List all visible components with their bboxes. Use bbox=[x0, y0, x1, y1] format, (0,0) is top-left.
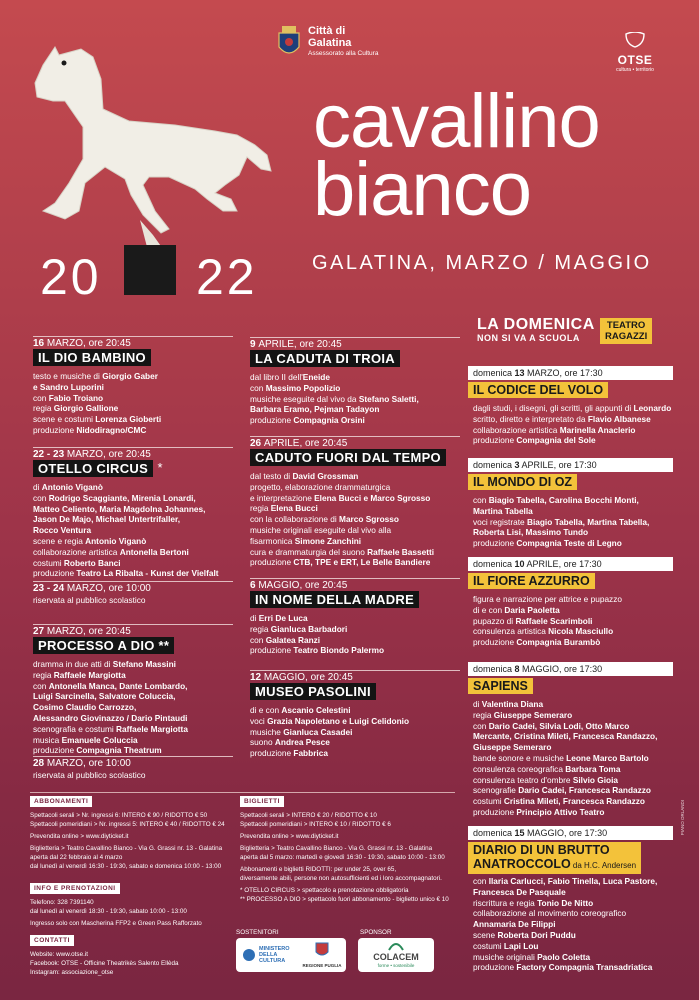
contatti-block bbox=[30, 935, 230, 977]
event-title: IL MONDO DI OZ bbox=[468, 474, 577, 490]
footer-line: aperta dal 22 febbraio al 4 marzo bbox=[30, 854, 123, 861]
event-title: CADUTO FUORI DAL TEMPO bbox=[250, 449, 446, 466]
title-line1: DIARIO DI UN BRUTTO bbox=[473, 843, 610, 857]
badge-line2: RAGAZZI bbox=[605, 331, 648, 342]
footer-line: Spettacoli serali > Nr. ingressi 6: INTERO € 90 / RIDOTTO € 50 bbox=[30, 812, 208, 819]
credit-line: fisarmonica Simone Zanchini bbox=[250, 535, 362, 546]
credit-line: Alessandro Giovinazzo / Dario Pintaudi bbox=[33, 712, 188, 723]
biglietti-block bbox=[240, 796, 460, 904]
credit-line: consulenza coreografica Barbara Toma bbox=[473, 763, 621, 774]
credit-line: costumi Cristina Mileti, Francesca Randazzo bbox=[473, 796, 645, 807]
credit-line: musica Emanuele Coluccia bbox=[33, 734, 138, 745]
footer-line: diversamente abili, persone non autosufficienti ed i loro accompagnatori. bbox=[240, 875, 442, 882]
ministero-emblem-icon bbox=[242, 948, 256, 962]
credit-line: con Fabio Troiano bbox=[33, 392, 104, 403]
credit-line: di Erri De Luca bbox=[250, 613, 308, 623]
event-credits bbox=[473, 594, 673, 648]
event-credits bbox=[33, 482, 238, 579]
credit-line: scene Roberta Dori Puddu bbox=[473, 929, 576, 940]
footer-line: Website: www.otse.it bbox=[30, 951, 88, 958]
credit-line: regia Giorgio Gallione bbox=[33, 403, 119, 414]
otse-name: OTSE bbox=[617, 53, 653, 67]
footer-line: Ingresso solo con Mascherina FFP2 e Green Pass Rafforzato bbox=[30, 920, 202, 927]
footer-line: Biglietteria > Teatro Cavallino Bianco - Via G. Grassi nr. 13 - Galatina bbox=[240, 845, 433, 852]
divider bbox=[33, 756, 233, 757]
credit-line: scenografie Dario Cadei, Francesca Randazzo bbox=[473, 785, 651, 796]
event-brutto-anatroccolo bbox=[468, 826, 673, 973]
credit-line: collaborazione al movimento coreografico bbox=[473, 908, 627, 919]
event-credits bbox=[250, 705, 462, 759]
info-block bbox=[30, 883, 230, 928]
event-caduta-di-troia bbox=[250, 339, 462, 426]
credit-line: musiche Gianluca Casadei bbox=[250, 726, 353, 737]
credit-line: Annamaria De Filippi bbox=[473, 919, 556, 930]
credit-line: testo e musiche di Giorgio Gaber bbox=[33, 371, 158, 381]
credit-line: musiche originali eseguite dal vivo alla bbox=[250, 524, 392, 535]
contatti-heading: CONTATTI bbox=[30, 935, 74, 946]
event-title: IL FIORE AZZURRO bbox=[468, 573, 595, 589]
event-title: MUSEO PASOLINI bbox=[250, 683, 376, 700]
city-name-line2: Galatina bbox=[308, 37, 352, 49]
event-credits bbox=[473, 699, 673, 818]
footer-line: Instagram: associazione_otse bbox=[30, 969, 114, 976]
ministero-name: MINISTERO DELLA CULTURA bbox=[259, 946, 290, 964]
credit-line: produzione CTB, TPE e ERT, Le Belle Bandiere bbox=[250, 557, 431, 568]
event-credits bbox=[33, 371, 238, 436]
credit-line: produzione Compagnia Theatrum bbox=[33, 745, 162, 756]
footer-divider bbox=[30, 792, 455, 793]
credit-line: consulenza teatro d'ombre Silvio Gioia bbox=[473, 774, 619, 785]
credit-line: pupazzo di Raffaele Scarimboli bbox=[473, 615, 593, 626]
city-crest-icon bbox=[276, 25, 302, 59]
credit-line: e Sandro Luporini bbox=[33, 381, 104, 392]
credit-line: musiche eseguite dal vivo da Stefano Saletti, bbox=[250, 393, 419, 404]
event-caduto-fuori-dal-tempo bbox=[250, 438, 462, 568]
credit-line: di e con Ascanio Celestini bbox=[250, 705, 351, 715]
side-credit: PIANO ORLANDI bbox=[680, 800, 685, 836]
pedestal bbox=[124, 245, 176, 295]
teatro-ragazzi-badge bbox=[600, 318, 652, 344]
event-title: IL CODICE DEL VOLO bbox=[468, 382, 608, 398]
sostenitori-logos bbox=[236, 938, 346, 972]
event-credits bbox=[250, 471, 462, 568]
credit-line: produzione Fabbrica bbox=[250, 748, 328, 759]
regione-name: REGIONE PUGLIA bbox=[302, 963, 342, 968]
event-note: riservata al pubblico scolastico bbox=[33, 770, 146, 780]
biglietti-text bbox=[240, 811, 460, 904]
divider bbox=[33, 581, 233, 582]
credit-line: regia Gianluca Barbadori bbox=[250, 623, 348, 634]
sponsor-logo bbox=[358, 938, 434, 972]
title-line1: cavallino bbox=[313, 79, 600, 164]
credit-line: produzione Principio Attivo Teatro bbox=[473, 806, 605, 817]
event-title: IL DIO BAMBINO bbox=[33, 349, 151, 366]
footer-line: Biglietteria > Teatro Cavallino Bianco - Via G. Grassi nr. 13 - Galatina bbox=[30, 845, 223, 852]
event-credits bbox=[473, 403, 673, 446]
credit-line: con Dario Cadei, Silvia Lodi, Otto Marco bbox=[473, 720, 630, 731]
credit-line: Barbara Eramo, Pejman Tadayon bbox=[250, 404, 380, 415]
credit-line: con Antonella Manca, Dante Lombardo, bbox=[33, 680, 188, 691]
event-note: riservata al pubblico scolastico bbox=[33, 595, 146, 605]
divider bbox=[250, 436, 460, 437]
footer-line: dal lunedì al venerdì 18:30 - 19:30, sabato 10:00 - 13:00 bbox=[30, 908, 187, 915]
credit-line: Matteo Celiento, Maria Magdolna Johannes, bbox=[33, 503, 206, 514]
credit-line: musiche originali Paolo Coletta bbox=[473, 951, 591, 962]
footer-line: aperta dal 5 marzo: martedì e giovedì 16:30 - 19:30, sabato 10:00 - 13:00 bbox=[240, 854, 445, 861]
credit-line: di Antonio Viganò bbox=[33, 482, 103, 492]
footer-line: dal lunedì al venerdì 16:30 - 19:30, sabato e domenica 10:00 - 13:00 bbox=[30, 863, 222, 870]
divider bbox=[33, 336, 233, 337]
footer-line: Spettacoli pomeridiani > INTERO € 10 / RIDOTTO € 6 bbox=[240, 821, 391, 828]
sostenitori-heading: SOSTENITORI bbox=[236, 929, 279, 936]
credit-line: Roberta Lisi, Massimo Tundo bbox=[473, 527, 589, 538]
event-museo-pasolini bbox=[250, 672, 462, 759]
colacem-tagline: forme • sostenibile bbox=[377, 963, 415, 968]
event-codice-del-volo bbox=[468, 366, 673, 446]
badge-line1: TEATRO bbox=[606, 320, 646, 331]
title-line2: bianco bbox=[313, 147, 531, 232]
credit-line: produzione Nidodiragno/CMC bbox=[33, 424, 147, 435]
credit-line: con la collaborazione di Marco Sgrosso bbox=[250, 514, 399, 525]
event-date: 9 APRILE, ore 20:45 bbox=[250, 339, 342, 350]
festival-title bbox=[313, 79, 600, 232]
info-text bbox=[30, 898, 230, 928]
credit-line: scenografia e costumi Raffaele Margiotta bbox=[33, 723, 188, 734]
credit-line: figura e narrazione per attrice e pupazzo bbox=[473, 594, 622, 604]
footer-line: Telefono: 328 7391140 bbox=[30, 899, 94, 906]
abbonamenti-block bbox=[30, 796, 230, 871]
colacem-name: COLACEM bbox=[373, 952, 419, 962]
footer-line: Prevendita online > www.diyticket.it bbox=[240, 833, 339, 840]
event-title-mark: * bbox=[157, 460, 163, 475]
event-date: domenica 10 APRILE, ore 17:30 bbox=[468, 557, 673, 571]
credit-line: Martina Tabella bbox=[473, 505, 533, 516]
credit-line: Mercante, Cristina Mileti, Francesca Randazzo, bbox=[473, 731, 658, 742]
credit-line: Jason De Majo, Michael Untertrifaller, bbox=[33, 514, 181, 525]
event-date: domenica 13 MARZO, ore 17:30 bbox=[468, 366, 673, 380]
credit-line: di Valentina Diana bbox=[473, 699, 544, 709]
credit-line: collaborazione artistica Antonella Bertoni bbox=[33, 546, 189, 557]
event-credits bbox=[250, 613, 462, 656]
event-credits bbox=[473, 495, 673, 549]
credit-line: consulenza artistica Nicola Masciullo bbox=[473, 626, 614, 637]
credit-line: e interpretazione Elena Bucci e Marco Sgrosso bbox=[250, 492, 431, 503]
event-title: LA CADUTA DI TROIA bbox=[250, 350, 400, 367]
event-processo-a-dio bbox=[33, 626, 238, 756]
credit-line: voci registrate Biagio Tabella, Martina Tabella, bbox=[473, 516, 650, 527]
event-date: 12 MAGGIO, ore 20:45 bbox=[250, 672, 353, 683]
year-right: 22 bbox=[196, 249, 258, 305]
event-date: domenica 15 MAGGIO, ore 17:30 bbox=[468, 826, 673, 840]
event-date: 6 MAGGIO, ore 20:45 bbox=[250, 580, 348, 591]
event-date: 22 - 23 MARZO, ore 20:45 bbox=[33, 449, 151, 460]
year-left: 20 bbox=[40, 249, 102, 305]
otse-logo bbox=[611, 32, 659, 73]
festival-subtitle: GALATINA, MARZO / MAGGIO bbox=[312, 252, 652, 274]
contatti-text bbox=[30, 950, 230, 977]
credit-line: progetto, elaborazione drammaturgica bbox=[250, 481, 391, 492]
abbonamenti-text bbox=[30, 811, 230, 871]
credit-line: dal libro II dell'Eneide bbox=[250, 372, 330, 382]
divider bbox=[250, 578, 460, 579]
event-title bbox=[468, 842, 641, 874]
footer-line: Prevendita online > www.diyticket.it bbox=[30, 833, 129, 840]
kids-heading-line1: LA DOMENICA bbox=[477, 316, 595, 333]
abbonamenti-heading: ABBONAMENTI bbox=[30, 796, 92, 807]
regione-crest-icon bbox=[315, 942, 329, 958]
footer-line: * OTELLO CIRCUS > spettacolo a prenotazione obbligatoria bbox=[240, 887, 409, 894]
credit-line: Luigi Sarcinella, Salvatore Coluccia, bbox=[33, 691, 176, 702]
credit-line: scritto, diretto e interpretato da Flavio Albanese bbox=[473, 413, 651, 424]
credit-line: voci Grazia Napoletano e Luigi Celidonio bbox=[250, 715, 410, 726]
otse-mask-icon bbox=[624, 32, 646, 48]
footer-line: Abbonamenti e biglietti RIDOTTI: per under 25, over 65, bbox=[240, 866, 397, 873]
event-sapiens bbox=[468, 662, 673, 818]
info-heading: INFO E PRENOTAZIONI bbox=[30, 883, 120, 894]
event-otello-circus bbox=[33, 449, 238, 579]
credit-line: suono Andrea Pesce bbox=[250, 737, 330, 748]
credit-line: dramma in due atti di Stefano Massini bbox=[33, 659, 176, 669]
event-school-2 bbox=[33, 758, 238, 780]
event-title: IN NOME DELLA MADRE bbox=[250, 591, 419, 608]
credit-line: produzione Compagnia del Sole bbox=[473, 435, 596, 446]
kids-heading-line2: NON SI VA A SCUOLA bbox=[477, 333, 580, 343]
credit-line: costumi Roberto Banci bbox=[33, 557, 121, 568]
credit-line: con Rodrigo Scaggiante, Mirenia Lonardi, bbox=[33, 492, 196, 503]
footer-line: Spettacoli serali > INTERO € 20 / RIDOTTO € 10 bbox=[240, 812, 377, 819]
event-in-nome-della-madre bbox=[250, 580, 462, 656]
credit-line: dal testo di David Grossman bbox=[250, 471, 359, 481]
credit-line: riscrittura e regia Tonio De Nitto bbox=[473, 897, 594, 908]
credit-line: Rocco Ventura bbox=[33, 525, 92, 536]
credit-line: con Massimo Popolizio bbox=[250, 382, 341, 393]
credit-line: regia Raffaele Margiotta bbox=[33, 669, 126, 680]
credit-line: regia Giuseppe Semeraro bbox=[473, 709, 573, 720]
event-school-1 bbox=[33, 583, 238, 605]
footer-line: Facebook: OTSE - Officine Theatrikès Salento Ellèda bbox=[30, 960, 179, 967]
biglietti-heading: BIGLIETTI bbox=[240, 796, 284, 807]
credit-line: scene e regia Antonio Viganò bbox=[33, 535, 147, 546]
event-date: domenica 3 APRILE, ore 17:30 bbox=[468, 458, 673, 472]
event-date: domenica 8 MAGGIO, ore 17:30 bbox=[468, 662, 673, 676]
event-title: OTELLO CIRCUS bbox=[33, 460, 153, 477]
credit-line: cura e drammaturgia del suono Raffaele Bassetti bbox=[250, 546, 435, 557]
credit-line: produzione Teatro Biondo Palermo bbox=[250, 645, 385, 656]
event-credits bbox=[250, 372, 462, 426]
event-date: 16 MARZO, ore 20:45 bbox=[33, 338, 131, 349]
event-credits bbox=[33, 659, 238, 756]
credit-line: collaborazione artistica Marinella Anaclerio bbox=[473, 424, 636, 435]
divider bbox=[33, 624, 233, 625]
otse-tagline: cultura • territorio bbox=[616, 67, 654, 73]
event-mondo-di-oz bbox=[468, 458, 673, 549]
credit-line: Francesca De Pasquale bbox=[473, 886, 566, 897]
divider bbox=[250, 670, 460, 671]
credit-line: Giuseppe Semeraro bbox=[473, 742, 552, 753]
divider bbox=[250, 337, 460, 338]
sponsor-heading: SPONSOR bbox=[360, 929, 392, 936]
credit-line: con Galatea Ranzi bbox=[250, 634, 321, 645]
event-credits bbox=[473, 876, 673, 973]
city-name-line1: Città di bbox=[308, 25, 346, 37]
credit-line: dagli studi, i disegni, gli scritti, gli appunti di Leonardo bbox=[473, 403, 672, 413]
event-title: PROCESSO A DIO ** bbox=[33, 637, 174, 654]
ministero-logo bbox=[242, 946, 297, 964]
credit-line: bande sonore e musiche Leone Marco Bartolo bbox=[473, 752, 649, 763]
event-fiore-azzurro bbox=[468, 557, 673, 648]
credit-line: costumi Lapi Lou bbox=[473, 940, 539, 951]
city-department: Assessorato alla Cultura bbox=[308, 50, 379, 57]
credit-line: scene e costumi Lorenza Gioberti bbox=[33, 414, 162, 425]
event-date: 27 MARZO, ore 20:45 bbox=[33, 626, 131, 637]
credit-line: Cosimo Claudio Carrozzo, bbox=[33, 702, 137, 713]
credit-line: di e con Daria Paoletta bbox=[473, 604, 560, 615]
event-title: SAPIENS bbox=[468, 678, 533, 694]
credit-line: produzione Compagnia Burambò bbox=[473, 637, 601, 648]
credit-line: produzione Factory Compagnia Transadriatica bbox=[473, 962, 653, 973]
footer-line: Spettacoli pomeridiani > Nr. ingressi 5: INTERO € 40 / RIDOTTO € 24 bbox=[30, 821, 225, 828]
credit-line: con Biagio Tabella, Carolina Bocchi Monti, bbox=[473, 495, 639, 505]
credit-line: con Ilaria Carlucci, Fabio Tinella, Luca Pastore, bbox=[473, 876, 658, 886]
kids-section-heading bbox=[477, 317, 595, 343]
event-date: 28 MARZO, ore 10:00 bbox=[33, 758, 131, 769]
event-date: 26 APRILE, ore 20:45 bbox=[250, 438, 348, 449]
credit-line: regia Elena Bucci bbox=[250, 503, 318, 514]
city-logo bbox=[276, 25, 378, 59]
regione-logo bbox=[302, 942, 342, 968]
credit-line: produzione Compagnia Orsini bbox=[250, 415, 365, 426]
event-date: 23 - 24 MARZO, ore 10:00 bbox=[33, 583, 151, 594]
credit-line: produzione Teatro La Ribalta - Kunst der Vielfalt bbox=[33, 568, 219, 579]
divider bbox=[33, 447, 233, 448]
title-line2: ANATROCCOLO da H.C. Andersen bbox=[473, 857, 637, 871]
white-horse-illustration bbox=[25, 35, 285, 260]
event-dio-bambino bbox=[33, 338, 238, 436]
credit-line: produzione Compagnia Teste di Legno bbox=[473, 538, 622, 549]
footer-line: ** PROCESSO A DIO > spettacolo fuori abbonamento - biglietto unico € 10 bbox=[240, 896, 449, 903]
colacem-mark-icon bbox=[388, 941, 404, 951]
